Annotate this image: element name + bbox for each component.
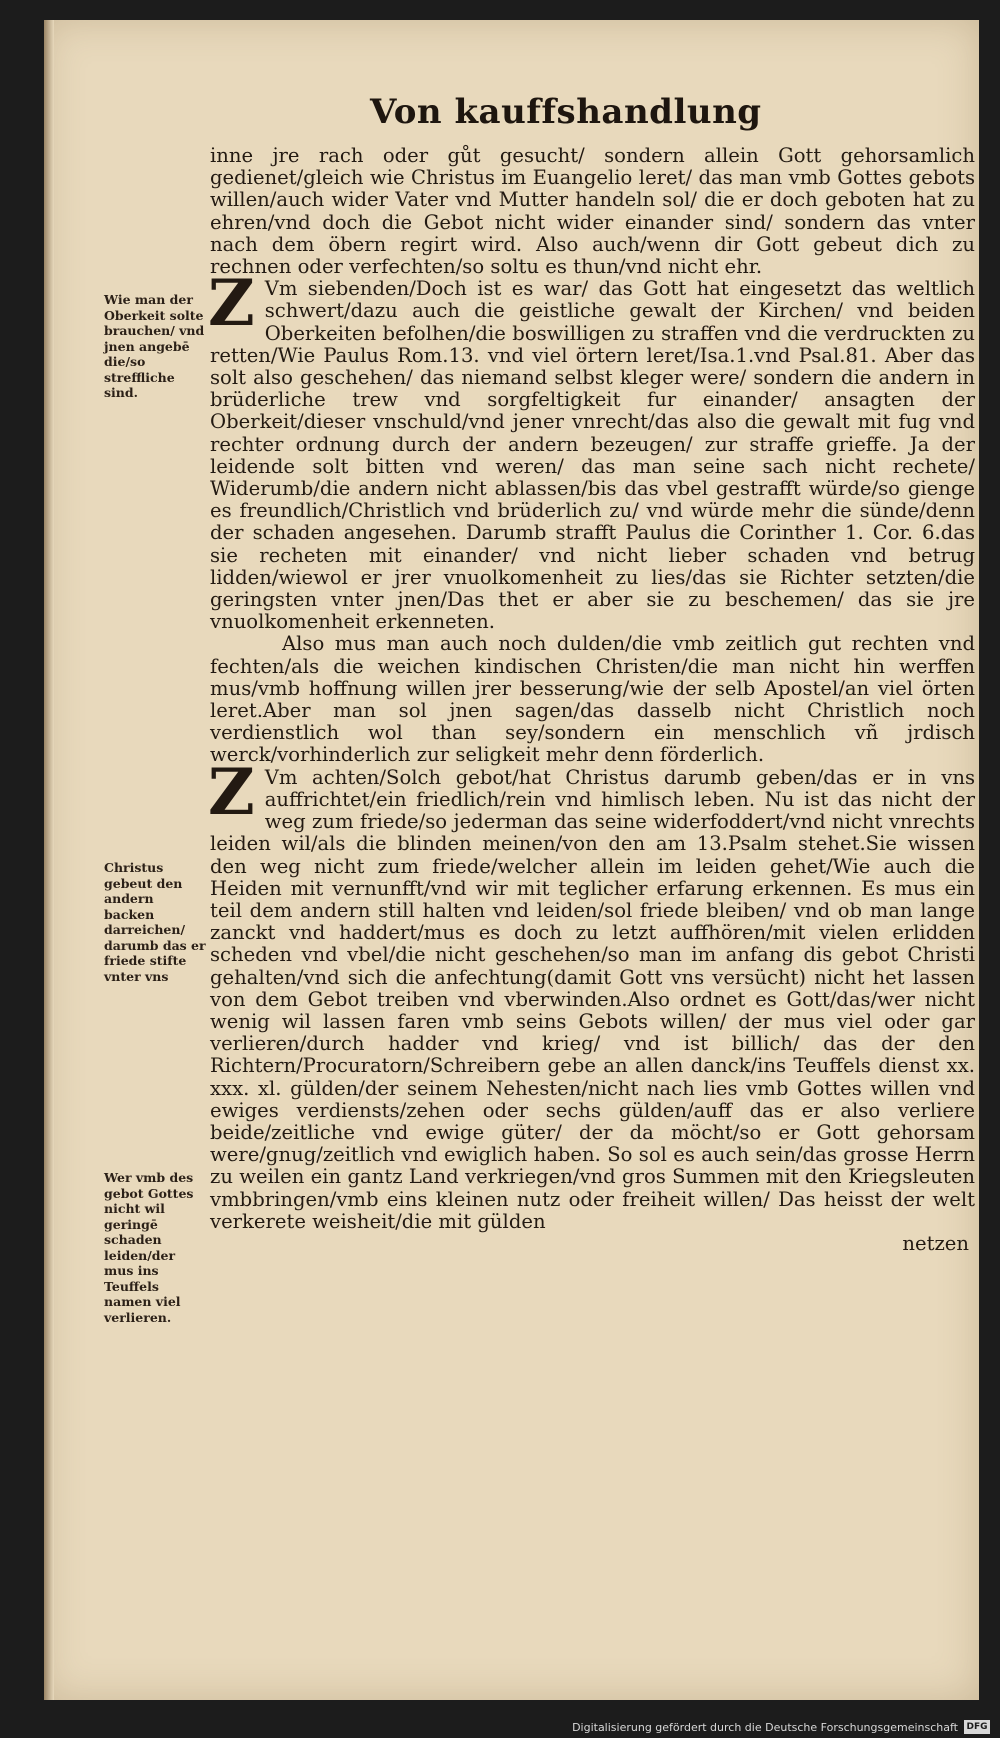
paragraph-also: Also mus man auch noch dulden/die vmb zeitlich gut rechten vnd fechten/als die weichen kindischen Christen/die man nicht hin werffen mus/vmb hoffnung willen jrer besserung/wie der selb Apostel/an viel örten leret.Aber man sol jnen sagen/das dasselb nicht Christlich noch verdienstlich wol than sey/sondern ein menschlich vñ jrdisch werck/vorhinderlich zur seligkeit mehr denn förderlich. bbox=[210, 632, 975, 767]
catchword: netzen bbox=[902, 1231, 969, 1255]
paragraph-continuation: inne jre rach oder gůt gesucht/ sondern allein Gott gehorsamlich gedienet/gleich wie Christus im Euangelio leret/ das man vmb Gottes gebots willen/auch wider Vater vnd Mutter handeln sol/ die er doch geboten hat zu ehren/vnd doch die Gebot nicht wider einander sind/ sondern das vnter nach dem öbern regirt wird. Also auch/wenn dir Gott gebeut dich zu rechnen oder verfechten/so soltu es thun/vnd nicht ehr. bbox=[210, 144, 975, 279]
paragraph-eighth: ZVm achten/Solch gebot/hat Christus darumb geben/das er in vns auffrichtet/ein friedlich/rein vnd himlisch leben. Nu ist das nicht der weg zum friede/so jederman das seine widerfoddert/vnd nicht vnrechts leiden wil/als die blinden meinen/von den am 13.Psalm stehet.Sie wissen den weg nicht zum friede/welcher allein im leiden gehet/Wie auch die Heiden mit vernunfft/vnd wir mit teglicher erfarung erkennen. Es mus ein teil dem andern still halten vnd leiden/sol friede bleiben/ vnd ob man lange zanckt vnd haddert/mus es doch zu letzt auffhören/mit vielen erlidden scheden vnd vbel/die nicht geschehen/so man im anfang dis gebot Christi gehalten/vnd sich die anfechtung(damit Gott vns versücht) nicht het lassen von dem Gebot treiben vnd vberwinden.Also ordnet es Gott/das/wer nicht wenig wil lassen faren vmb seins Gebots willen/ der mus viel oder gar verlieren/durch hadder vnd krieg/ vnd ist billich/ das der den Richtern/Procuratorn/Schreibern gebe an allen danck/ins Teuffels dienst xx. xxx. xl. gülden/der seinem Nehesten/nicht nach lies vmb Gottes willen vnd ewiges verdiensts/zehen oder sechs gülden/auff das er also verliere beide/zeitliche vnd ewige güter/ der da möcht/so er Gott gehorsam were/gnug/zeitlich vnd ewiglich haben. So sol es auch sein/das grosse Herrn zu weilen ein gantz Land verkriegen/vnd gros Summen mit den Kriegsleuten vmbbringen/vmb eins kleinen nutz oder freiheit willen/ Das heisst der welt verkerete weisheit/die mit gülden bbox=[208, 754, 975, 1233]
marginal-note-1: Wie man der Oberkeit solte brauchen/ vnd jnen angebē die/so streffliche sind. bbox=[104, 292, 205, 400]
dfg-logo-icon: DFG bbox=[964, 1720, 990, 1734]
digitization-credit: Digitalisierung gefördert durch die Deutsche Forschungsgemeinschaft bbox=[572, 1721, 958, 1734]
marginal-note-3: Wer vmb des gebot Gottes nicht wil geringē schaden leiden/der mus ins Teuffels namen viel verlieren. bbox=[104, 1170, 194, 1325]
paragraph-seventh: ZVm siebenden/Doch ist es war/ das Gott hat eingesetzt das weltlich schwert/dazu auch die geistliche gewalt der Kirchen/ vnd beiden Oberkeiten befolhen/die boswilligen zu straffen vnd die verdruckten zu retten/Wie Paulus Rom.13. vnd viel örtern leret/Isa.1.vnd Psal.81. Aber das solt also geschehen/ das niemand selbst kleger were/ sondern die andern in brüderliche trew vnd sorgfeltigkeit fur einander/ ansagten der Oberkeit/dieser vnschuld/vnd jener vnrecht/das also die gewalt mit fug vnd rechter ordnung durch der andern bezeugen/ zur straffe grieffe. Ja der leidende solt bitten vnd weren/ das man seine sach nicht rechete/ Widerumb/die andern nicht ablassen/bis das vbel gestrafft würde/so gienge es freundlich/Christlich vnd brüderlich zu/ vnd würde mehr die sünde/denn der schaden angesehen. Darumb strafft Paulus die Corinther 1. Cor. 6.das sie recheten mit einander/ vnd nicht lieber schaden vnd betrug lidden/wiewol er jrer vnuolkomenheit zu lies/das sie Richter setzten/die geringsten vnter jnen/Das thet er aber sie zu beschemen/ das sie jre vnuolkomenheit erkenneten. bbox=[208, 266, 975, 634]
running-title: Von kauffshandlung bbox=[370, 92, 762, 132]
marginal-note-2: Christus gebeut den andern backen darreichen/ darumb das er friede stifte vnter vns bbox=[104, 860, 206, 984]
page-gutter-shadow bbox=[44, 20, 54, 1700]
main-text bbox=[210, 145, 975, 1255]
